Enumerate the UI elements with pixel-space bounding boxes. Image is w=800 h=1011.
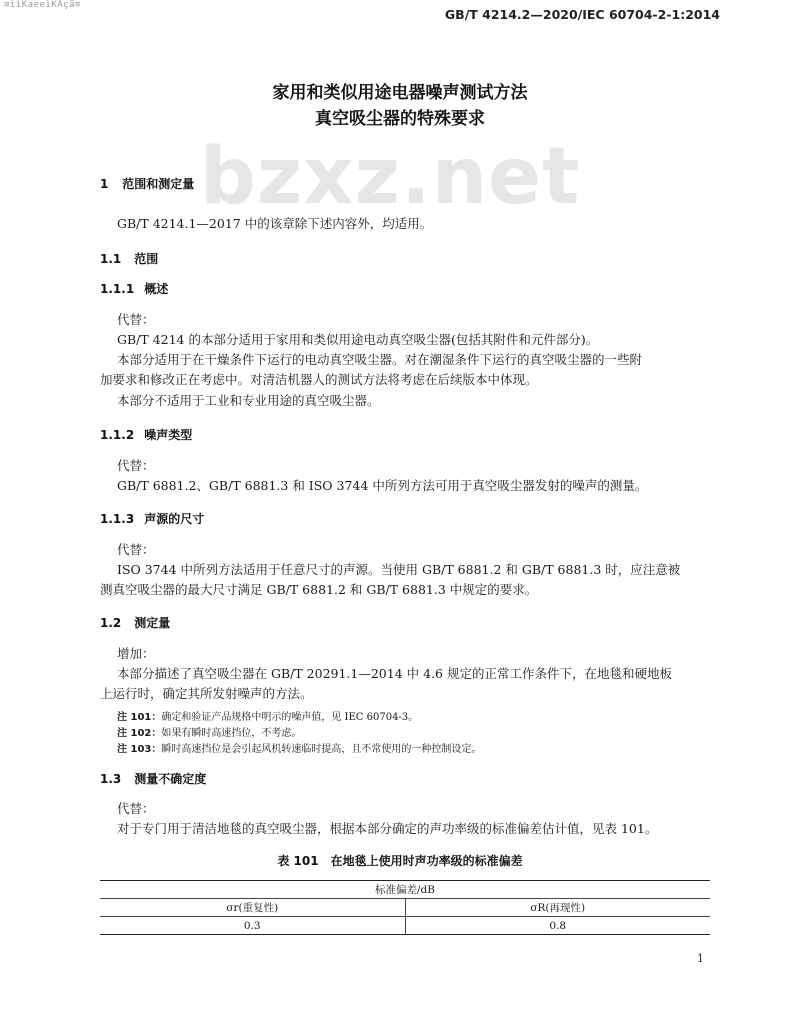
section-1-1-1-line-5: 本部分不适用于工业和专业用途的真空吸尘器。 (117, 393, 380, 408)
table-col-reproducibility: σR(再现性) (405, 899, 710, 917)
section-1-2-line-1: 增加： (117, 646, 155, 661)
section-1-1-3-line-3: 测真空吸尘器的最大尺寸满足 GB/T 6881.2 和 GB/T 6881.3 中规定的要求。 (100, 582, 538, 597)
table-header-cell: 标准偏差/dB (100, 881, 710, 899)
section-1-2-heading: 1.2 测定量 (100, 616, 171, 630)
table-subheader-row (100, 899, 710, 917)
watermark: bzxz.net (200, 132, 581, 222)
section-1-3-line-1: 代替： (117, 801, 155, 816)
section-1-heading: 1 范围和测定量 (100, 177, 195, 191)
section-1-2-line-3: 上运行时，确定其所发射噪声的方法。 (100, 686, 313, 701)
table-cell-reproducibility-value: 0.8 (405, 917, 710, 935)
section-1-1-heading: 1.1 范围 (100, 252, 159, 266)
section-1-3-heading: 1.3 测量不确定度 (100, 772, 207, 786)
section-1-1-2-heading: 1.1.2 噪声类型 (100, 428, 193, 442)
table-cell-repeatability-value: 0.3 (100, 917, 405, 935)
section-1-1-1-heading: 1.1.1 概述 (100, 282, 169, 296)
section-1-1-1-line-3: 本部分适用于在干燥条件下运行的电动真空吸尘器。对在潮湿条件下运行的真空吸尘器的一些附 (117, 352, 643, 367)
section-1-1-1-line-4: 加要求和修改正在考虑中。对清洁机器人的测试方法将考虑在后续版本中体现。 (100, 372, 538, 387)
table-row (100, 917, 710, 935)
note-101: 注 101：确定和验证产品规格中明示的噪声值，见 IEC 60704-3。 (117, 712, 419, 723)
table-101 (100, 880, 710, 935)
section-1-1-1-line-2: GB/T 4214 的本部分适用于家用和类似用途电动真空吸尘器(包括其附件和元件部分)。 (117, 332, 599, 347)
section-1-1-2-line-1: 代替： (117, 458, 155, 473)
table-col-repeatability: σr(重复性) (100, 899, 405, 917)
section-1-1-1-line-1: 代替： (117, 312, 155, 327)
title-line-1: 家用和类似用途电器噪声测试方法 (272, 83, 528, 103)
top-mark: ≡ììKaeeìKAçã≡ (4, 0, 81, 10)
table-101-title: 表 101 在地毯上使用时声功率级的标准偏差 (277, 854, 523, 868)
section-1-1-2-line-2: GB/T 6881.2、GB/T 6881.3 和 ISO 3744 中所列方法可用于真空吸尘器发射的噪声的测量。 (117, 478, 648, 493)
page-number: 1 (697, 952, 704, 965)
standard-identifier: GB/T 4214.2—2020/IEC 60704-2-1:2014 (444, 7, 720, 22)
section-1-2-line-2: 本部分描述了真空吸尘器在 GB/T 20291.1—2014 中 4.6 规定的正常工作条件下，在地毯和硬地板 (117, 666, 672, 681)
section-1-3-line-2: 对于专门用于清洁地毯的真空吸尘器，根据本部分确定的声功率级的标准偏差估计值，见表 101。 (117, 821, 658, 836)
section-1-1-3-line-2: ISO 3744 中所列方法适用于任意尺寸的声源。当使用 GB/T 6881.2 和 GB/T 6881.3 时，应注意被 (117, 562, 681, 577)
note-103: 注 103：瞬时高速挡位是会引起风机转速临时提高，且不常使用的一种控制设定。 (117, 744, 482, 755)
table-header-row (100, 881, 710, 899)
section-1-1-3-line-1: 代替： (117, 542, 155, 557)
title-line-2: 真空吸尘器的特殊要求 (315, 109, 485, 129)
section-1-1-3-heading: 1.1.3 声源的尺寸 (100, 512, 205, 526)
note-102: 注 102：如果有瞬时高速挡位，不考虑。 (117, 728, 302, 739)
section-1-text: GB/T 4214.1—2017 中的该章除下述内容外，均适用。 (117, 216, 433, 231)
